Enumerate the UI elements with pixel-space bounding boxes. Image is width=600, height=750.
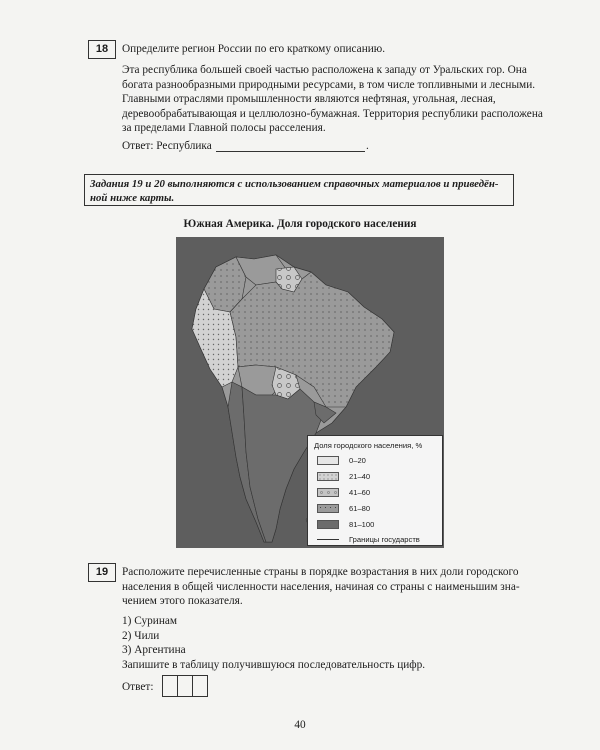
legend-label-borders: Границы государств <box>349 535 420 544</box>
legend-label-61-80: 61–80 <box>349 504 371 513</box>
legend-row-0-20 <box>317 456 437 467</box>
legend-row-borders <box>317 535 437 546</box>
q18-description-line-2: богата разнообразными природными ресурсами, в том числе топливными и лесными. <box>122 78 536 91</box>
q19-table-instruction: Запишите в таблицу получившуюся последовательность цифр. <box>122 659 426 671</box>
legend-row-81-100 <box>317 520 437 531</box>
legend-swatch-41-60 <box>317 488 339 497</box>
legend-title: Доля городского населения, % <box>314 441 423 450</box>
q18-description-line-3: Главными отраслями промышленности являются нефтяная, угольная, лесная, <box>122 93 496 105</box>
legend-row-41-60 <box>317 488 437 499</box>
q18-description-line-1: Эта республика большей своей частью расположена к западу от Уральских гор. Она <box>122 64 527 76</box>
answer-cell-2[interactable] <box>177 675 193 697</box>
map-legend <box>307 435 443 546</box>
q19-answer-boxes <box>163 675 208 696</box>
q19-option-1: 1) Суринам <box>122 615 178 627</box>
legend-row-21-40 <box>317 472 437 483</box>
q19-prompt-line-1: Расположите перечисленные страны в порядке возрастания в них доли городского <box>122 566 519 578</box>
q18-description-line-5: за пределами Главной полосы расселения. <box>122 122 326 134</box>
q19-option-3: 3) Аргентина <box>122 644 186 656</box>
q18-answer-label: Ответ: Республика <box>122 140 212 152</box>
q19-answer-label: Ответ: <box>122 681 154 693</box>
legend-label-81-100: 81–100 <box>349 520 375 529</box>
instruction-line-2: ной ниже карты. <box>90 192 175 204</box>
q18-answer-end: . <box>366 140 369 152</box>
legend-border-line <box>317 539 339 540</box>
legend-swatch-61-80 <box>317 504 339 513</box>
legend-swatch-0-20 <box>317 456 339 465</box>
instruction-line-1: Задания 19 и 20 выполняются с использованием справочных материалов и приведён- <box>90 178 499 190</box>
q18-answer-line[interactable] <box>216 151 365 152</box>
legend-label-21-40: 21–40 <box>349 472 371 481</box>
q18-prompt: Определите регион России по его краткому описанию. <box>122 43 386 55</box>
question-number-19: 19 <box>88 563 116 582</box>
instruction-box <box>84 174 514 206</box>
q19-prompt-line-3: чением этого показателя. <box>122 595 243 607</box>
q18-description-line-4: деревообрабатывающая и целлюлозно-бумажная. Территория республики расположена <box>122 107 543 120</box>
answer-cell-1[interactable] <box>162 675 178 697</box>
question-number-18: 18 <box>88 40 116 59</box>
page-number: 40 <box>294 719 306 731</box>
legend-swatch-21-40 <box>317 472 339 481</box>
map-title: Южная Америка. Доля городского населения <box>183 218 417 230</box>
q19-prompt-line-2: населения в общей численности населения, начиная со страны с наименьшим зна- <box>122 580 520 593</box>
answer-cell-3[interactable] <box>192 675 208 697</box>
q19-option-2: 2) Чили <box>122 629 160 642</box>
legend-label-0-20: 0–20 <box>349 456 366 465</box>
legend-row-61-80 <box>317 504 437 515</box>
legend-label-41-60: 41–60 <box>349 488 371 497</box>
legend-swatch-81-100 <box>317 520 339 529</box>
